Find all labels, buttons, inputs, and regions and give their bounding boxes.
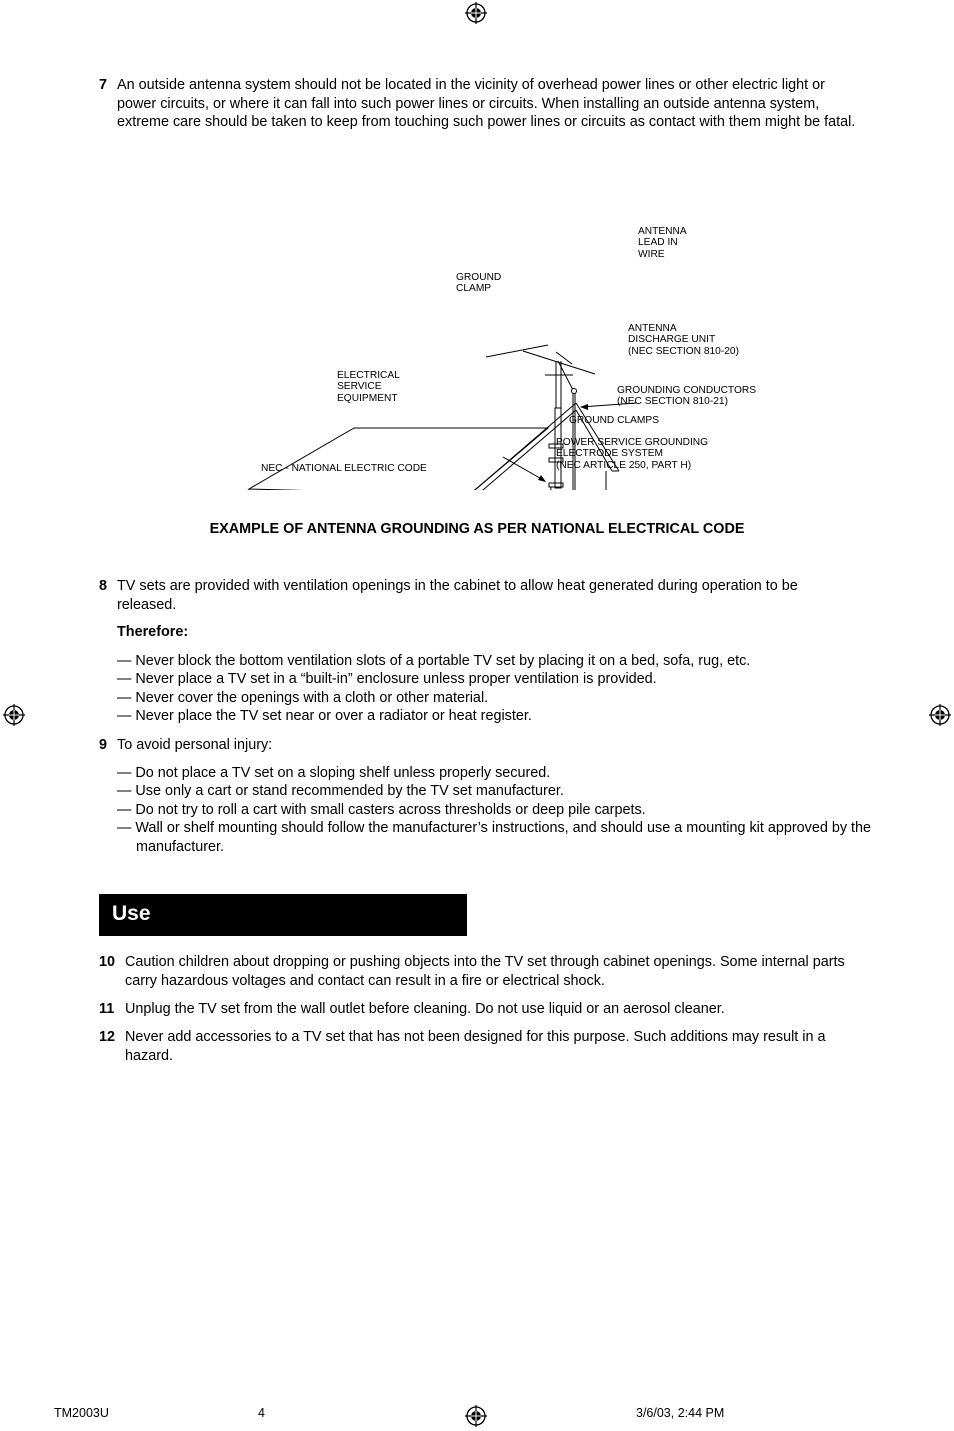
registration-mark-icon <box>929 704 951 726</box>
label-line: NEC - NATIONAL ELECTRIC CODE <box>261 463 427 474</box>
item-number: 8 <box>99 578 108 594</box>
diagram-drawing <box>0 170 954 490</box>
bullet-item: — Never place the TV set near or over a radiator or heat register. <box>117 708 532 724</box>
item-number: 7 <box>99 77 108 93</box>
label-line: ELECTRICAL <box>337 370 400 381</box>
item-number: 10 <box>99 954 116 970</box>
label-line: SERVICE <box>337 381 382 393</box>
bullet-item: — Never cover the openings with a cloth or other material. <box>117 690 489 706</box>
label-line: ELECTRODE SYSTEM <box>556 448 663 460</box>
label-ground-clamp <box>456 272 501 295</box>
bullet-item: — Do not place a TV set on a sloping shelf unless properly secured. <box>117 765 551 781</box>
label-line: ANTENNA <box>638 226 687 237</box>
therefore-label: Therefore: <box>117 624 189 640</box>
bullet-item: — Do not try to roll a cart with small casters across thresholds or deep pile carpets. <box>117 802 646 818</box>
footer-timestamp: 3/6/03, 2:44 PM <box>636 1406 725 1420</box>
item-number: 12 <box>99 1029 116 1045</box>
label-power-service-grounding <box>556 437 708 471</box>
label-line: GROUND CLAMPS <box>569 415 660 426</box>
footer-page-number: 4 <box>258 1406 265 1420</box>
item-number: 11 <box>99 1001 115 1017</box>
label-line: CLAMP <box>456 283 492 295</box>
label-line: GROUNDING CONDUCTORS <box>617 385 757 396</box>
item-8 <box>99 577 859 615</box>
item-10 <box>99 953 859 991</box>
item-text: Unplug the TV set from the wall outlet before cleaning. Do not use liquid or an aerosol cleaner. <box>125 1001 725 1017</box>
label-line: ANTENNA <box>628 323 677 334</box>
label-line: (NEC SECTION 810-21) <box>617 396 728 408</box>
bullet-item: — Never block the bottom ventilation slots of a portable TV set by placing it on a bed, sofa, rug, etc. <box>117 653 751 669</box>
item-7 <box>99 76 859 152</box>
item-12 <box>99 1028 859 1066</box>
label-line: DISCHARGE UNIT <box>628 334 716 346</box>
label-line: EQUIPMENT <box>337 392 398 404</box>
label-nec-note <box>261 463 427 474</box>
label-line: (NEC SECTION 810-20) <box>628 345 739 357</box>
registration-mark-icon <box>465 1405 487 1427</box>
label-line: LEAD IN <box>638 237 678 249</box>
label-electrical-service-equipment <box>337 370 400 404</box>
label-line: GROUND <box>456 272 502 283</box>
section-title: Use <box>112 902 151 925</box>
registration-mark-icon <box>3 704 25 726</box>
label-line: POWER SERVICE GROUNDING <box>556 437 709 448</box>
item-text: To avoid personal injury: <box>117 737 273 753</box>
bullet-item: — Never place a TV set in a “built-in” enclosure unless proper ventilation is provided. <box>117 671 657 687</box>
item-number: 9 <box>99 737 108 753</box>
label-line: (NEC ARTICLE 250, PART H) <box>556 459 692 471</box>
bullet-item: — Use only a cart or stand recommended by the TV set manufacturer. <box>117 783 564 799</box>
footer-doc-id: TM2003U <box>54 1406 109 1420</box>
item-9 <box>99 736 859 755</box>
item-11 <box>99 1000 859 1019</box>
label-ground-clamps <box>569 415 659 426</box>
section-header-use <box>99 894 467 936</box>
registration-mark-icon <box>465 2 487 24</box>
label-line: WIRE <box>638 248 665 260</box>
item-text: TV sets are provided with ventilation openings in the cabinet to allow heat generated during operation to be released. <box>117 578 798 613</box>
item-text: Never add accessories to a TV set that has not been designed for this purpose. Such additions may result in a hazard. <box>125 1029 826 1064</box>
antenna-grounding-diagram <box>0 170 954 490</box>
label-antenna-discharge-unit <box>628 323 739 357</box>
bullet-item: — Wall or shelf mounting should follow the manufacturer’s instructions, and should use a mounting kit approved by the manufacturer. <box>117 820 872 855</box>
label-grounding-conductors <box>617 385 756 408</box>
item-text: Caution children about dropping or pushing objects into the TV set through cabinet openings. Some internal parts carry hazardous voltages and contact can result in a fire or electrical shock. <box>125 954 845 989</box>
diagram-caption: EXAMPLE OF ANTENNA GROUNDING AS PER NATIONAL ELECTRICAL CODE <box>209 521 745 537</box>
label-antenna-lead-in-wire <box>638 226 687 260</box>
item-text: An outside antenna system should not be located in the vicinity of overhead power lines or other electric light or power circuits, or where it can fall into such power lines or circuits. When installing an outside antenna system, extreme care should be taken to keep from touching such power lines or circuits as contact with them might be fatal. <box>117 77 856 130</box>
